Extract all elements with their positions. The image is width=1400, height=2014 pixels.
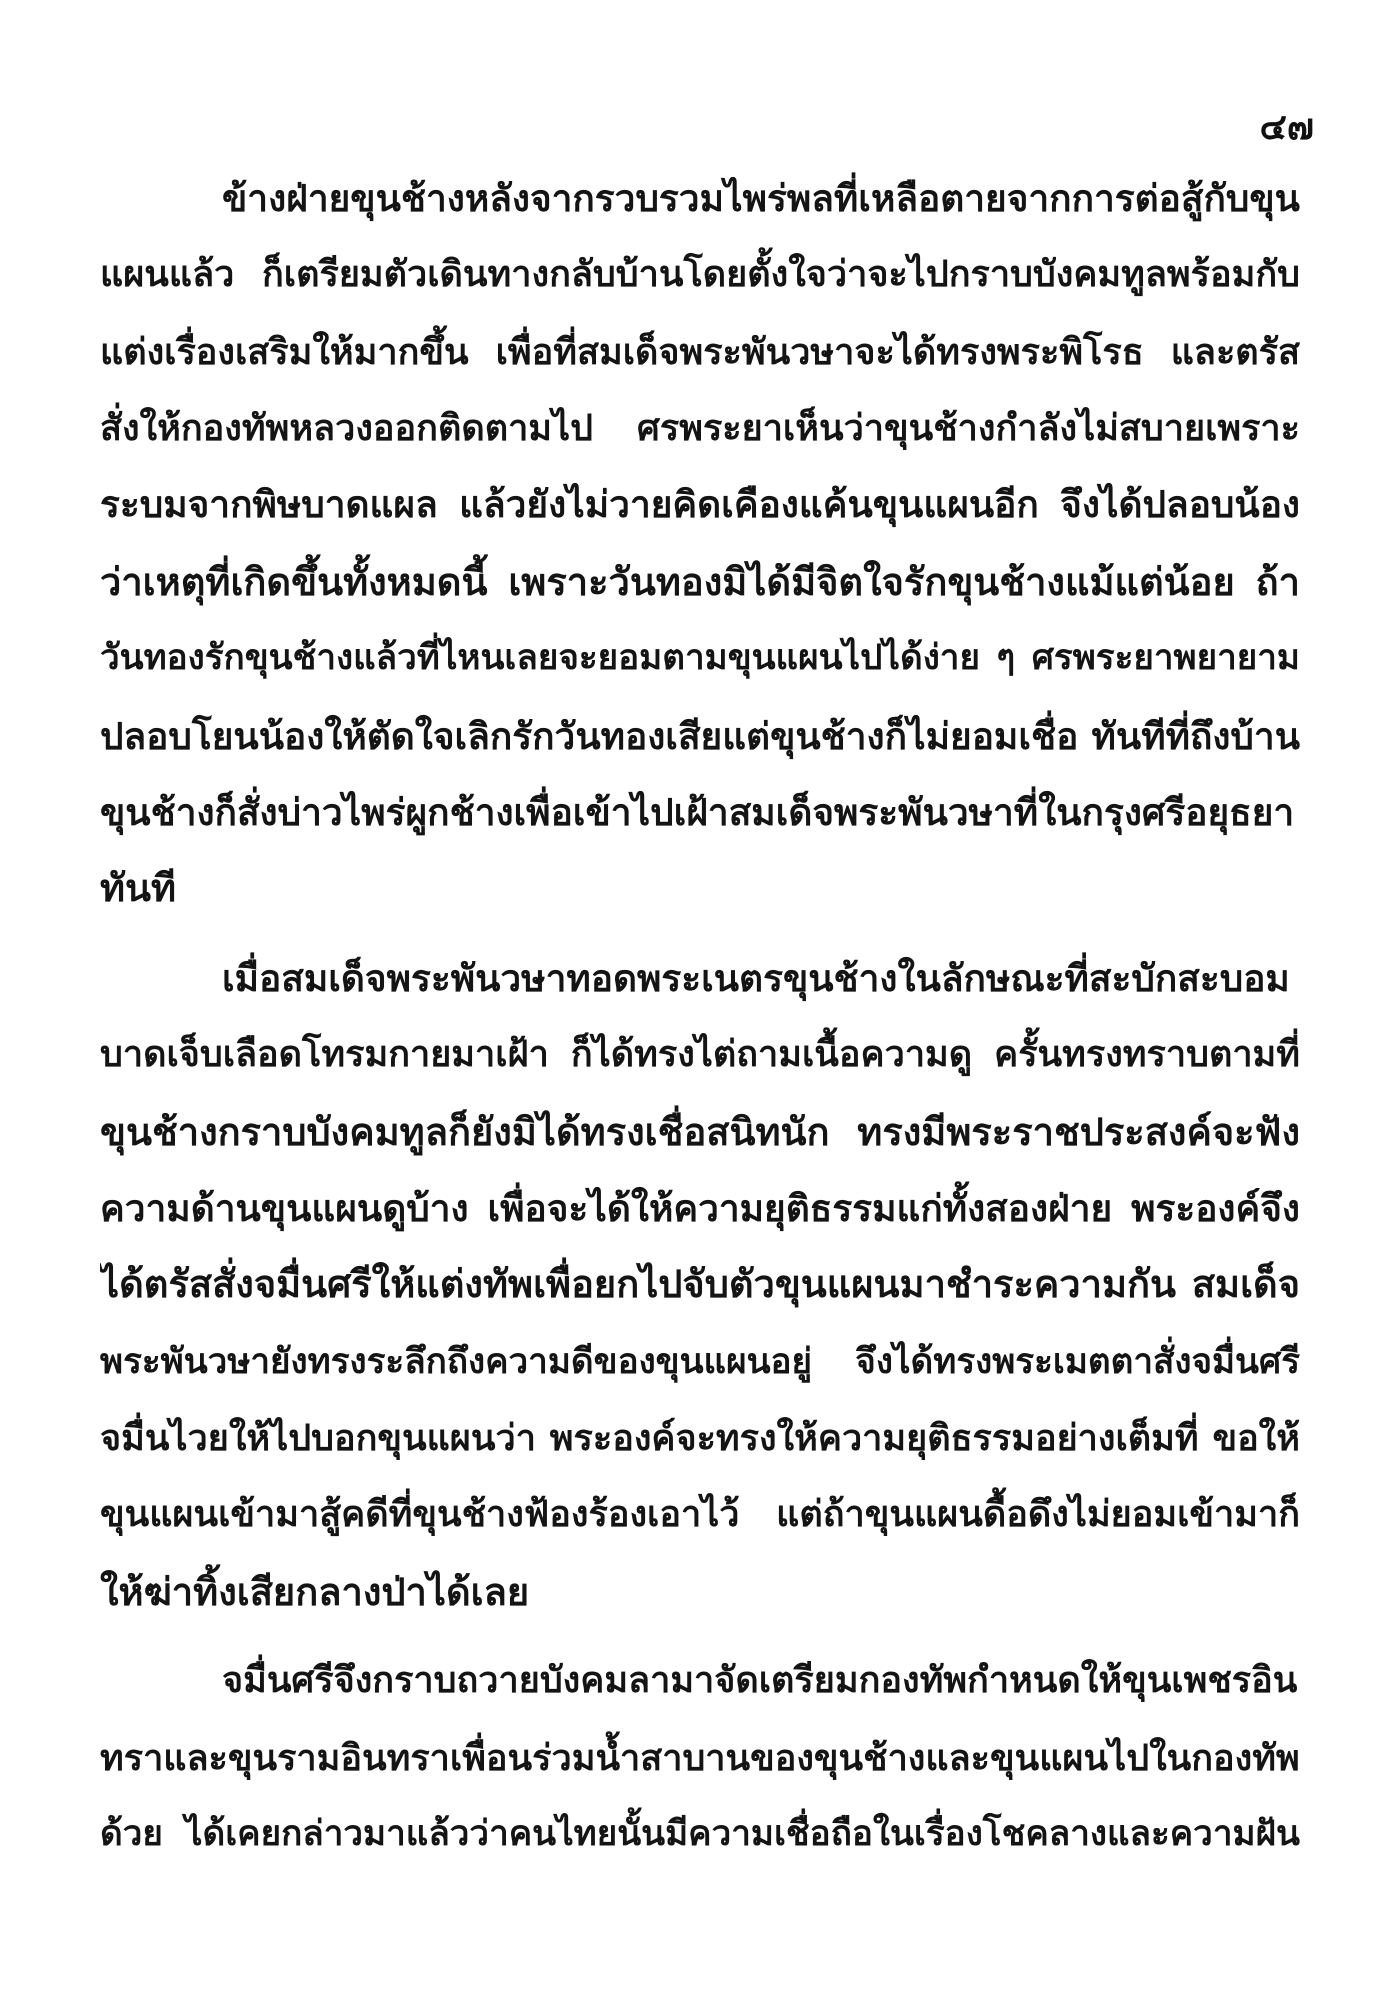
paragraph-1-line-5: ระบมจากพิษบาดแผล แล้วยังไม่วายคิดเคืองแค้นขุนแผนอีก จึงได้ปลอบน้อง	[100, 482, 1300, 526]
paragraph-2-line-2: บาดเจ็บเลือดโทรมกายมาเฝ้า ก็ได้ทรงไต่ถามเนื้อความดู ครั้นทรงทราบตามที่	[100, 1033, 1300, 1075]
paragraph-3-line-1: จมื่นศรีจึงกราบถวายบังคมลามาจัดเตรียมกองทัพกำหนดให้ขุนเพชรอิน	[222, 1659, 1298, 1701]
page-number: ๔๗	[1259, 106, 1314, 148]
paragraph-2-line-6: พระพันวษายังทรงระลึกถึงความดีของขุนแผนอยู่ จึงได้ทรงพระเมตตาสั่งจมื่นศรี	[100, 1341, 1300, 1382]
paragraph-2-line-5: ได้ตรัสสั่งจมื่นศรีให้แต่งทัพเพื่อยกไปจับตัวขุนแผนมาชำระความกัน สมเด็จ	[100, 1261, 1300, 1306]
paragraph-1-line-8: ปลอบโยนน้องให้ตัดใจเลิกรักวันทองเสียแต่ขุนช้างก็ไม่ยอมเชื่อ ทันทีที่ถึงบ้าน	[100, 714, 1300, 758]
paragraph-1-line-3: แต่งเรื่องเสริมให้มากขึ้น เพื่อที่สมเด็จพระพันวษาจะได้ทรงพระพิโรธ และตรัส	[100, 331, 1300, 373]
paragraph-1-line-9: ขุนช้างก็สั่งบ่าวไพร่ผูกช้างเพื่อเข้าไปเฝ้าสมเด็จพระพันวษาที่ในกรุงศรีอยุธยา	[100, 790, 1295, 834]
paragraph-2-line-4: ความด้านขุนแผนดูบ้าง เพื่อจะได้ให้ความยุติธรรมแก่ทั้งสองฝ่าย พระองค์จึง	[100, 1186, 1300, 1230]
paragraph-2-line-8: ขุนแผนเข้ามาสู้คดีที่ขุนช้างฟ้องร้องเอาไว้ แต่ถ้าขุนแผนดื้อดึงไม่ยอมเข้ามาก็	[100, 1493, 1300, 1535]
paragraph-3-line-2: ทราและขุนรามอินทราเพื่อนร่วมน้ำสาบานของขุนช้างและขุนแผนไปในกองทัพ	[100, 1737, 1300, 1779]
paragraph-1-line-2: แผนแล้ว ก็เตรียมตัวเดินทางกลับบ้านโดยตั้งใจว่าจะไปกราบบังคมทูลพร้อมกับ	[100, 253, 1300, 295]
paragraph-1-line-1: ข้างฝ่ายขุนช้างหลังจากรวบรวมไพร่พลที่เหลือตายจากการต่อสู้กับขุน	[222, 176, 1300, 220]
paragraph-1-line-6: ว่าเหตุที่เกิดขึ้นทั้งหมดนี้ เพราะวันทองมิได้มีจิตใจรักขุนช้างแม้แต่น้อย ถ้า	[100, 559, 1300, 604]
paragraph-2-line-1: เมื่อสมเด็จพระพันวษาทอดพระเนตรขุนช้างในลักษณะที่สะบักสะบอม	[222, 956, 1290, 1000]
paragraph-1-line-10: ทันที	[100, 865, 177, 910]
paragraph-2-line-3: ขุนช้างกราบบังคมทูลก็ยังมิได้ทรงเชื่อสนิทนัก ทรงมีพระราชประสงค์จะฟัง	[100, 1109, 1300, 1154]
paragraph-2-line-9: ให้ฆ่าทิ้งเสียกลางป่าได้เลย	[100, 1569, 530, 1614]
paragraph-1-line-7: วันทองรักขุนช้างแล้วที่ไหนเลยจะยอมตามขุนแผนไปได้ง่าย ๆ ศรพระยาพยายาม	[100, 637, 1300, 678]
paragraph-2-line-7: จมื่นไวยให้ไปบอกขุนแผนว่า พระองค์จะทรงให้ความยุติธรรมอย่างเต็มที่ ขอให้	[100, 1417, 1300, 1459]
paragraph-3-line-3: ด้วย ได้เคยกล่าวมาแล้วว่าคนไทยนั้นมีความเชื่อถือในเรื่องโชคลางและความฝัน	[100, 1813, 1300, 1854]
paragraph-1-line-4: สั่งให้กองทัพหลวงออกติดตามไป ศรพระยาเห็นว่าขุนช้างกำลังไม่สบายเพราะ	[100, 407, 1300, 449]
